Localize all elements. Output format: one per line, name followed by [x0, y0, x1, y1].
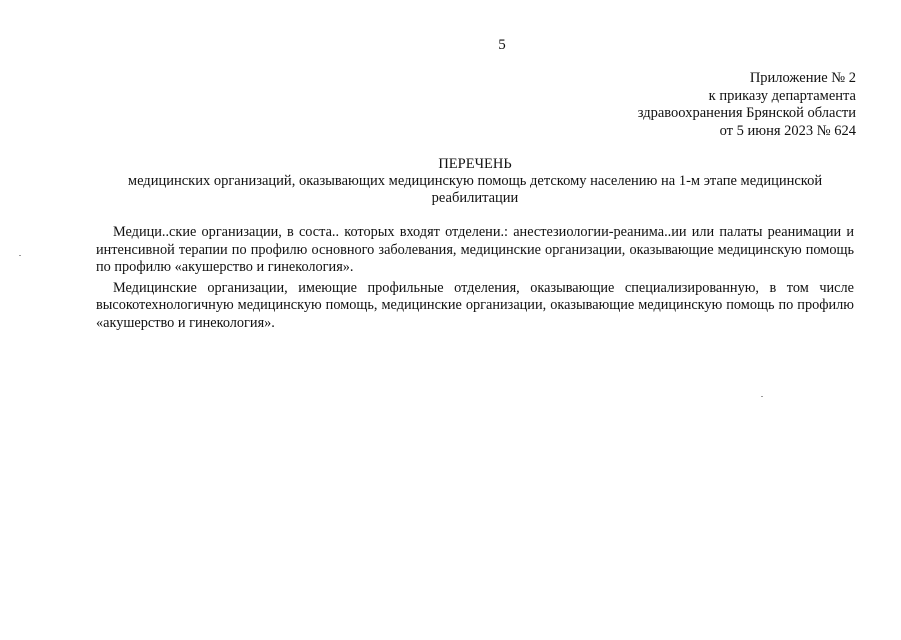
page-number: 5: [498, 37, 506, 53]
scan-speck: [19, 255, 21, 256]
document-body: [96, 224, 854, 335]
appendix-date: от 5 июня 2023 № 624: [719, 122, 856, 139]
appendix-order-ref: к приказу департамента: [708, 87, 856, 104]
title-block: [100, 156, 850, 207]
paragraph: Медицинские организации, имеющие профильные отделения, оказывающие специализированную, в том числе высокотехнологичную медицинскую помощь, медицинские организации, оказывающие медицинскую помощь по профилю «акушерство и гинекология».: [96, 279, 854, 331]
document-subtitle: медицинских организаций, оказывающих медицинскую помощь детскому населению на 1-м этапе медицинской реабилитации: [127, 173, 823, 206]
scan-speck: [761, 396, 763, 397]
paragraph: Медици..ские организации, в соста.. которых входят отделени.: анестезиологии-реанима..ии или палаты реанимации и интенсивной терапии по профилю основного заболевания, медицинские организации, оказывающие медицинскую помощь по профилю «акушерство и гинекология».: [96, 224, 854, 275]
appendix-department: здравоохранения Брянской области: [637, 105, 856, 121]
appendix-number: Приложение № 2: [749, 70, 856, 86]
document-heading: ПЕРЕЧЕНЬ: [438, 156, 512, 172]
appendix-header: [638, 70, 856, 140]
